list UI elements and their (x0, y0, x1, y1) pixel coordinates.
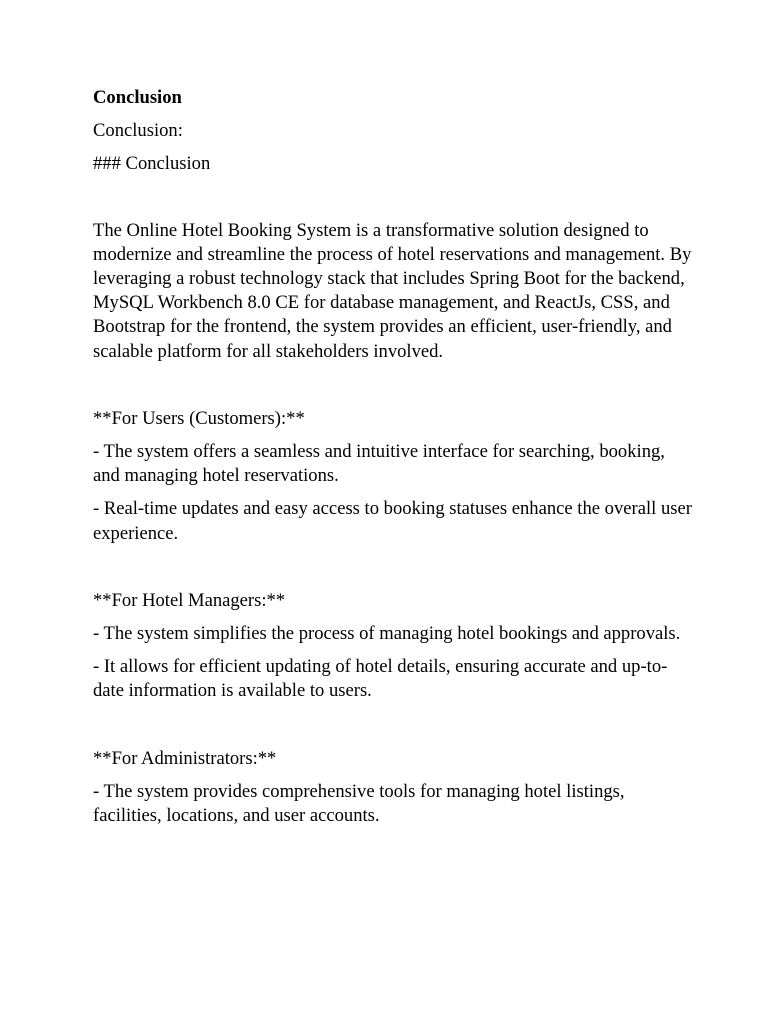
section-users (93, 407, 693, 546)
bullet-item: - The system provides comprehensive tools for managing hotel listings, facilities, locations, and user accounts. (93, 780, 625, 827)
title-bold: Conclusion (93, 87, 182, 108)
bullet-item: - The system offers a seamless and intuitive interface for searching, booking, and managing hotel reservations. (93, 441, 665, 487)
spacer (93, 364, 693, 407)
section-heading-hotel-managers: **For Hotel Managers:** (93, 589, 286, 611)
title-plain: Conclusion: (93, 120, 183, 142)
bullet-item: - The system simplifies the process of managing hotel bookings and approvals. (93, 623, 681, 645)
spacer (93, 546, 693, 589)
bullet-item: - Real-time updates and easy access to booking statuses enhance the overall user experience. (93, 498, 692, 544)
title-markdown: ### Conclusion (93, 153, 211, 175)
document-body (93, 86, 693, 828)
bullet-item: - It allows for efficient updating of hotel details, ensuring accurate and up-to-date information is available to users. (93, 656, 668, 702)
section-heading-administrators: **For Administrators:** (93, 747, 277, 769)
section-hotel-managers (93, 589, 693, 704)
section-administrators (93, 747, 693, 829)
spacer (93, 186, 693, 219)
intro-paragraph: The Online Hotel Booking System is a transformative solution designed to modernize and streamline the process of hotel reservations and management. By leveraging a robust technology stack that includes Spring Boot for the backend, MySQL Workbench 8.0 CE for database management, and ReactJs, CSS, and Bootstrap for the frontend, the system provides an efficient, user-friendly, and scalable platform for all stakeholders involved. (93, 219, 692, 362)
section-heading-users: **For Users (Customers):** (93, 407, 305, 429)
spacer (93, 704, 693, 747)
